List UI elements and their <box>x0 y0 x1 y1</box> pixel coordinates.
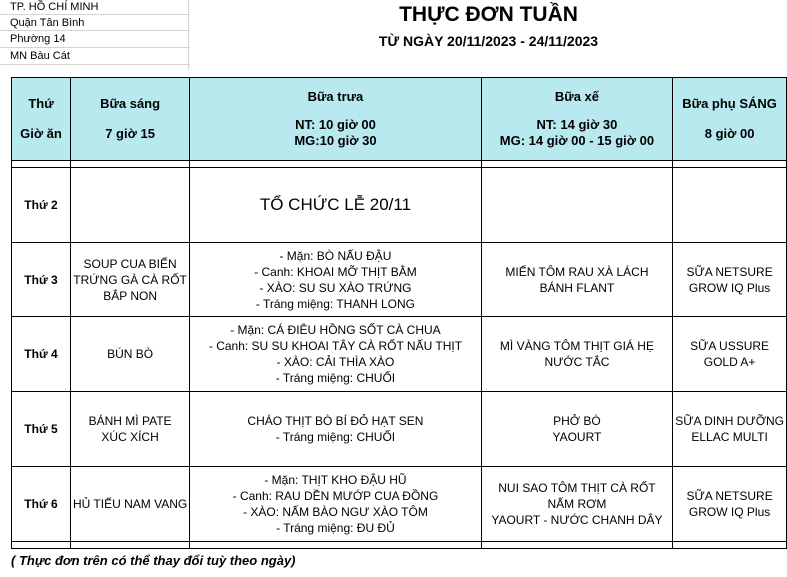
grid-divider <box>188 0 189 70</box>
day-cell: Thứ 4 <box>12 317 71 392</box>
lunch-cell: - Mặn: THỊT KHO ĐẬU HŨ - Canh: RAU DỀN MƯỚP CUA ĐỒNG - XÀO: NẤM BÀO NGƯ XÀO TÔM - Tráng miệng: ĐU ĐỦ <box>190 467 482 542</box>
spacer-row <box>12 161 787 168</box>
date-range: TỪ NGÀY 20/11/2023 - 24/11/2023 <box>378 33 599 49</box>
event-label: TỔ CHỨC LỄ 20/11 <box>259 195 412 214</box>
header-day: Thứ Giờ ăn <box>12 78 71 161</box>
header-snack: Bữa phụ SÁNG 8 giờ 00 <box>673 78 787 161</box>
grid-divider <box>0 64 190 65</box>
header-afternoon: Bữa xế NT: 14 giờ 30 MG: 14 giờ 00 - 15 giờ 00 <box>481 78 672 161</box>
snack-cell: SỮA DINH DƯỠNG ELLAC MULTI <box>673 392 787 467</box>
breakfast-cell: BÚN BÒ <box>70 317 189 392</box>
snack-cell: SỮA USSURE GOLD A+ <box>673 317 787 392</box>
grid-divider <box>0 47 190 48</box>
snack-cell <box>673 168 787 243</box>
district-label: Quận Tân Bình <box>10 17 85 29</box>
breakfast-cell: SOUP CUA BIỂN TRỨNG GÀ CÀ RỐT BẮP NON <box>70 243 189 317</box>
ward-label: Phường 14 <box>10 33 66 45</box>
event-cell <box>190 168 482 243</box>
snack-cell: SỮA NETSURE GROW IQ Plus <box>673 467 787 542</box>
spacer-row <box>12 542 787 549</box>
lunch-cell: CHÁO THỊT BÒ BÍ ĐỎ HẠT SEN - Tráng miệng: CHUỐI <box>190 392 482 467</box>
afternoon-cell: MIẾN TÔM RAU XÀ LÁCH BÁNH FLANT <box>481 243 672 317</box>
day-cell: Thứ 3 <box>12 243 71 317</box>
breakfast-cell <box>70 168 189 243</box>
table-row <box>12 467 787 542</box>
table-row <box>12 168 787 243</box>
header-lunch: Bữa trưa NT: 10 giờ 00 MG:10 giờ 30 <box>190 78 482 161</box>
grid-divider <box>0 30 190 31</box>
city-label: TP. HỒ CHÍ MINH <box>10 1 99 13</box>
page-title: THỰC ĐƠN TUẦN <box>399 3 578 26</box>
day-cell: Thứ 6 <box>12 467 71 542</box>
afternoon-cell: PHỞ BÒ YAOURT <box>481 392 672 467</box>
header-breakfast: Bữa sáng 7 giờ 15 <box>70 78 189 161</box>
table-row <box>12 243 787 317</box>
afternoon-cell: MÌ VÀNG TÔM THỊT GIÁ HẸ NƯỚC TẮC <box>481 317 672 392</box>
menu-table <box>11 77 787 549</box>
day-cell: Thứ 5 <box>12 392 71 467</box>
school-label: MN Bàu Cát <box>10 50 70 62</box>
afternoon-cell <box>481 168 672 243</box>
header-row <box>12 78 787 161</box>
lunch-cell: - Mặn: BÒ NẤU ĐẬU - Canh: KHOAI MỠ THỊT BẰM - XÀO: SU SU XÀO TRỨNG - Tráng miệng: THANH LONG <box>190 243 482 317</box>
grid-divider <box>0 14 190 15</box>
table-row <box>12 392 787 467</box>
footnote: ( Thực đơn trên có thể thay đổi tuỳ theo ngày) <box>11 553 296 568</box>
breakfast-cell: HỦ TIẾU NAM VANG <box>70 467 189 542</box>
day-cell: Thứ 2 <box>12 168 71 243</box>
table-row <box>12 317 787 392</box>
lunch-cell: - Mặn: CÁ ĐIÊU HỒNG SỐT CÀ CHUA - Canh: SU SU KHOAI TÂY CÀ RỐT NẤU THỊT - XÀO: CẢI THÌA XÀO - Tráng miệng: CHUỐI <box>190 317 482 392</box>
snack-cell: SỮA NETSURE GROW IQ Plus <box>673 243 787 317</box>
breakfast-cell: BÁNH MÌ PATE XÚC XÍCH <box>70 392 189 467</box>
afternoon-cell: NUI SAO TÔM THỊT CÀ RỐT NẤM RƠM YAOURT - NƯỚC CHANH DÂY <box>481 467 672 542</box>
